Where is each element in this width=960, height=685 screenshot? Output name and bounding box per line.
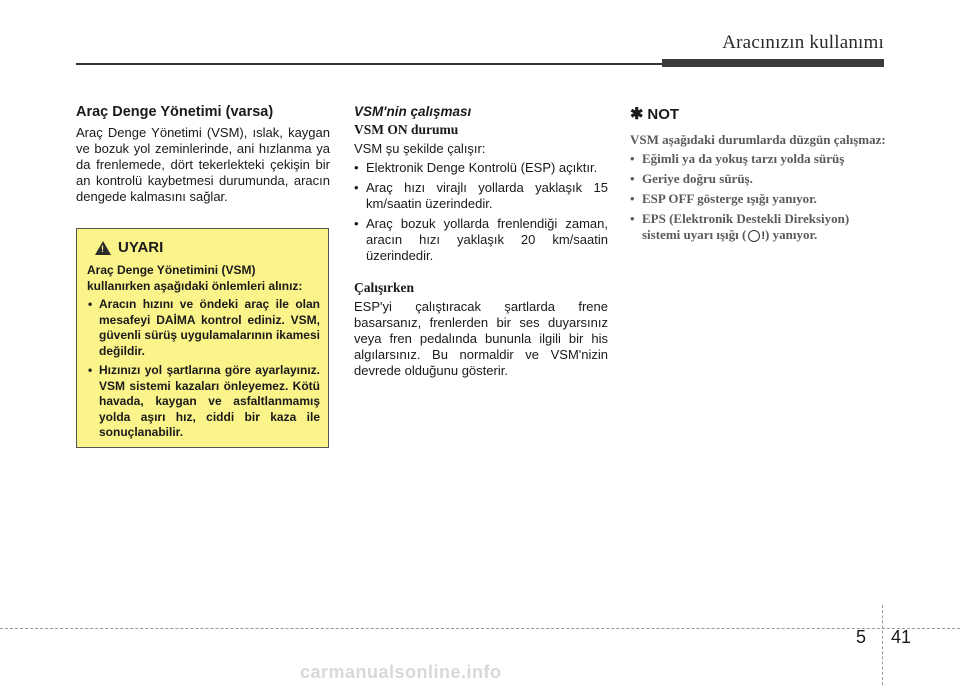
note-intro: VSM aşağıdaki durumlarda düzgün çalışmaz: bbox=[630, 132, 886, 147]
warning-triangle-icon bbox=[95, 241, 111, 255]
section-title: Araç Denge Yönetimi (varsa) bbox=[76, 104, 274, 120]
warning-title: UYARI bbox=[118, 239, 164, 256]
vsm-on-text: VSM şu şekilde çalışır: bbox=[354, 141, 486, 156]
note-star-icon: ✱ bbox=[630, 106, 644, 123]
column-middle bbox=[354, 104, 608, 379]
footer-rule bbox=[0, 628, 960, 629]
note-item bbox=[630, 211, 890, 244]
footer-divider bbox=[882, 605, 883, 685]
chapter-number: 5 bbox=[856, 627, 867, 647]
note-item: • ESP OFF gösterge ışığı yanıyor. bbox=[630, 191, 890, 207]
warning-box bbox=[76, 228, 329, 448]
column-right bbox=[630, 104, 890, 248]
steering-warning-icon: ! bbox=[746, 228, 765, 244]
page-number: 41 bbox=[891, 627, 912, 647]
note-item: • Geriye doğru sürüş. bbox=[630, 171, 890, 187]
note-item-text: EPS (Elektronik Destekli Direksiyon) sistemi uyarı ışığı ( bbox=[642, 211, 850, 242]
list-item: • Elektronik Denge Kontrolü (ESP) açıktır. bbox=[354, 160, 608, 176]
warning-intro: Araç Denge Yönetimini (VSM) kullanırken aşağıdaki önlemleri alınız: bbox=[87, 263, 303, 293]
note-header bbox=[630, 104, 890, 124]
vsm-operation-heading: VSM'nin çalışması bbox=[354, 104, 472, 119]
operating-text: ESP'yi çalıştıracak şartlarda frene basarsanız, frenlerden bir ses duyarsınız veya fren pedalında bununla ilgili bir his algılarsınız. Bu normaldir ve VSM'nizin devrede olduğunu gösterir. bbox=[354, 299, 608, 378]
operating-heading: Çalışırken bbox=[354, 280, 415, 295]
note-item-text: ) yanıyor. bbox=[765, 227, 818, 242]
running-header: Aracınızın kullanımı bbox=[722, 32, 884, 53]
warning-list bbox=[87, 297, 320, 441]
note-list bbox=[630, 151, 890, 244]
warning-item: • Aracın hızını ve öndeki araç ile olan mesafeyi DAİMA kontrol ediniz. VSM, güvenli sürüş uygulamalarının ikamesi değildir. bbox=[87, 297, 320, 359]
list-item: • Araç bozuk yollarda frenlendiği zaman, aracın hızı yaklaşık 20 km/saatin üzerindedir. bbox=[354, 216, 608, 264]
warning-item: • Hızınızı yol şartlarına göre ayarlayınız. VSM sistemi kazaları önleyemez. Kötü havada, kaygan ve asfaltlanmamış yolda aşırı hız, ciddi bir kaza ile sonuçlanabilir. bbox=[87, 363, 320, 441]
header-rule bbox=[76, 63, 662, 65]
vsm-on-heading: VSM ON durumu bbox=[354, 122, 459, 137]
note-title: NOT bbox=[647, 105, 680, 123]
warning-header bbox=[95, 239, 320, 256]
vsm-condition-list bbox=[354, 160, 608, 264]
intro-paragraph: Araç Denge Yönetimi (VSM), ıslak, kaygan ve bozuk yol zeminlerinde, ani hızlanma ya da frenlemede, dört tekerlekteki çekişin bir an kontrolü kaybetmesi durumunda, aracın dengede kalmasını sağlar. bbox=[76, 125, 330, 204]
header-rule-accent bbox=[662, 59, 884, 67]
list-item: • Araç hızı virajlı yollarda yaklaşık 15 km/saatin üzerindedir. bbox=[354, 180, 608, 212]
watermark: carmanualsonline.info bbox=[300, 662, 502, 682]
note-item: • Eğimli ya da yokuş tarzı yolda sürüş bbox=[630, 151, 890, 167]
column-left bbox=[76, 104, 330, 205]
